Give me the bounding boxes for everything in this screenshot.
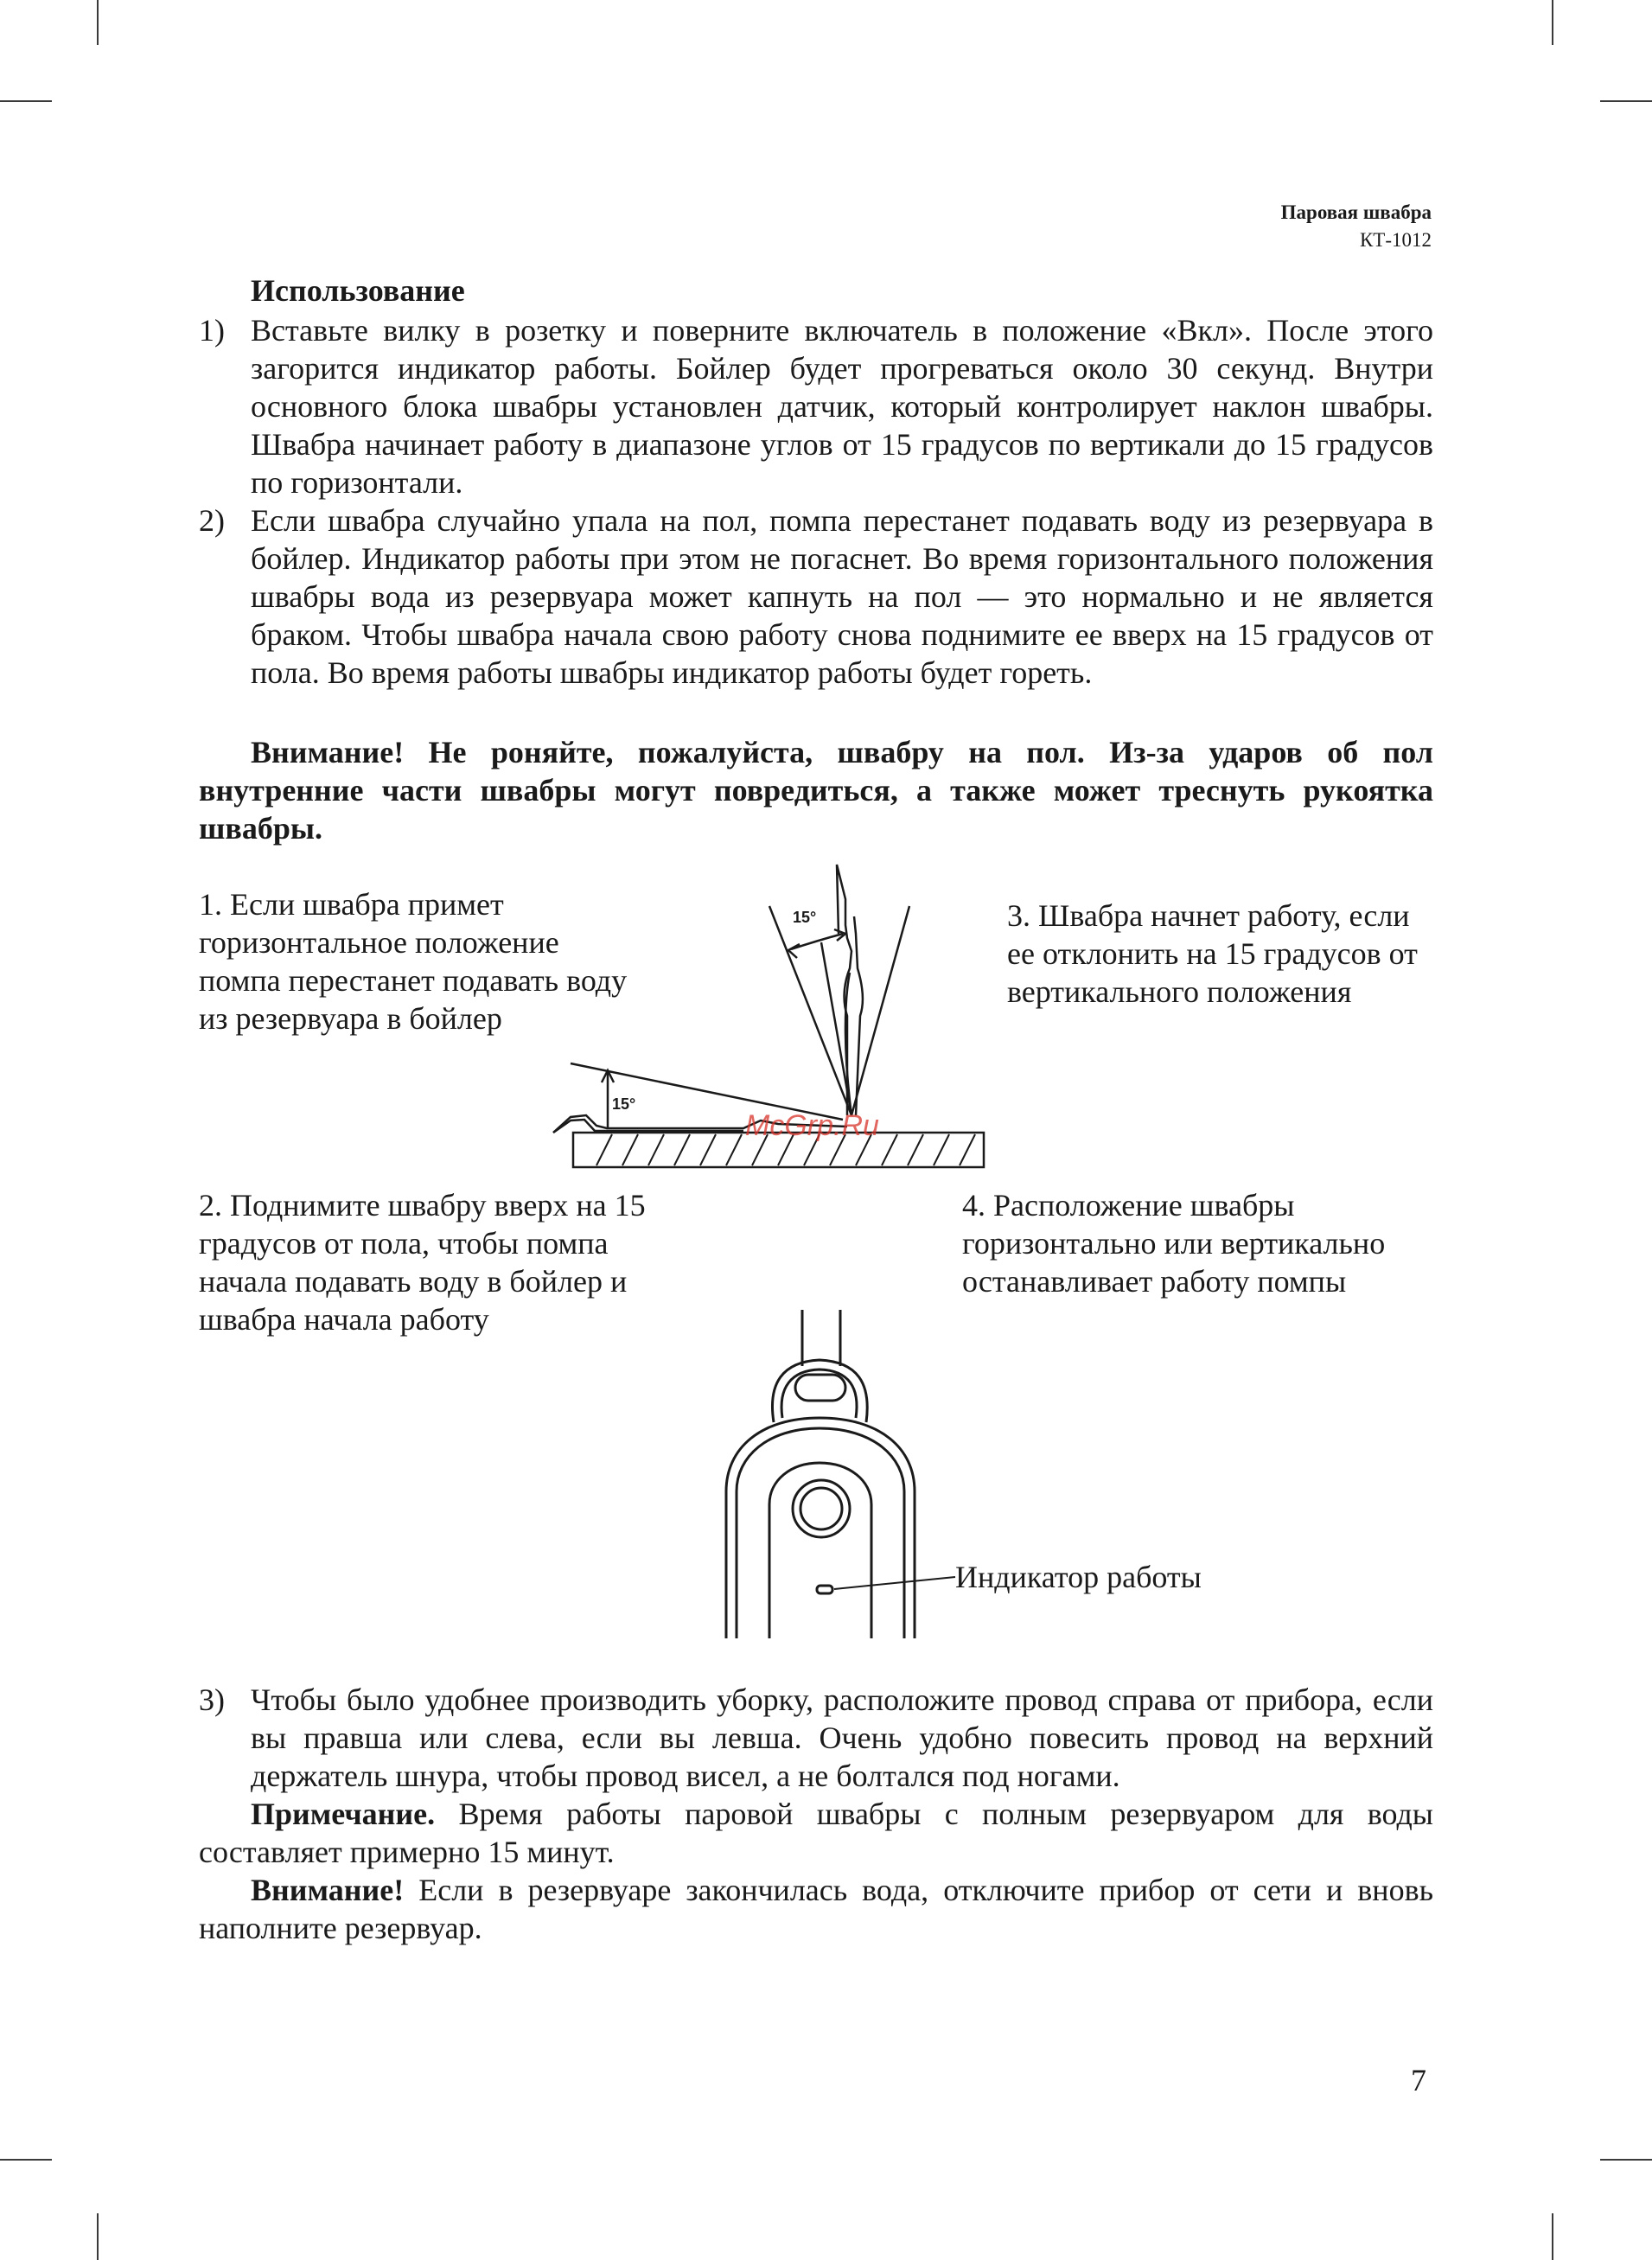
crop-mark <box>97 2213 99 2260</box>
angle-label-left: 15° <box>612 1095 636 1113</box>
warning-paragraph: Внимание! Не роняйте, пожалуйста, швабру на пол. Из-за ударов об пол внутренние части швабры могут повредиться, а также может треснуть рукоятка швабры. <box>199 735 1433 846</box>
attention-label: Внимание! <box>251 1873 405 1907</box>
note-paragraph <box>199 1795 1433 1871</box>
header-model: КТ-1012 <box>1359 229 1432 251</box>
angle-label-top: 15° <box>793 909 817 926</box>
indicator-light-icon <box>817 1586 832 1593</box>
watermark: McGrp.Ru <box>745 1109 879 1142</box>
cord-slot <box>795 1375 845 1401</box>
note-text: Время работы паровой швабры с полным резервуаром для воды составляет примерно 15 минут. <box>199 1797 1433 1869</box>
section-title: Использование <box>251 273 465 308</box>
item-number: 3) <box>199 1682 225 1717</box>
caption-3: 3. Швабра начнет работу, если ее отклонить на 15 градусов от вертикального положения <box>1007 898 1418 1009</box>
note-label: Примечание. <box>251 1797 436 1831</box>
indicator-leader-line <box>834 1577 955 1589</box>
caption-1: 1. Если швабра примет горизонтальное положение помпа перестанет подавать воду из резервуара в бойлер <box>199 887 628 1036</box>
item-text: Чтобы было удобнее производить уборку, расположите провод справа от прибора, если вы правша или слева, если вы левша. Очень удобно повесить провод на верхний держатель шнура, чтобы провод висел, а не болтался под ногами. <box>251 1682 1433 1793</box>
crop-mark <box>1600 2159 1652 2161</box>
item-number: 2) <box>199 503 225 538</box>
attention-text: Если в резервуаре закончилась вода, отключите прибор от сети и вновь наполните резервуар. <box>199 1873 1433 1945</box>
item-text: Если швабра случайно упала на пол, помпа перестанет подавать воду из резервуара в бойлер. Индикатор работы при этом не погаснет. Во время горизонтального положения швабры вода из резервуара может капнуть на пол — это нормально и не является браком. Чтобы швабра начала свою работу снова поднимите ее вверх на 15 градусов от пола. Во время работы швабры индикатор работы будет гореть. <box>251 503 1433 690</box>
header-title: Паровая швабра <box>1280 201 1432 223</box>
crop-mark <box>1552 2213 1553 2260</box>
page-number: 7 <box>1411 2063 1426 2097</box>
attention-paragraph <box>199 1871 1433 1947</box>
item-number: 1) <box>199 313 225 348</box>
list-item <box>199 1681 1433 1795</box>
indicator-label: Индикатор работы <box>955 1560 1202 1594</box>
caption-4: 4. Расположение швабры горизонтально или вертикально останавливает работу помпы <box>962 1188 1386 1299</box>
crop-mark <box>0 2159 52 2161</box>
caption-2: 2. Поднимите швабру вверх на 15 градусов от пола, чтобы помпа начала подавать воду в бойлер и швабра начала работу <box>199 1188 646 1337</box>
item-text: Вставьте вилку в розетку и поверните включатель в положение «Вкл». После этого загорится индикатор работы. Бойлер будет прогреваться около 30 секунд. Внутри основного блока швабры установлен датчик, который контролирует наклон швабры. Швабра начинает работу в диапазоне углов от 15 градусов по вертикали до 15 градусов по горизонтали. <box>251 313 1433 500</box>
